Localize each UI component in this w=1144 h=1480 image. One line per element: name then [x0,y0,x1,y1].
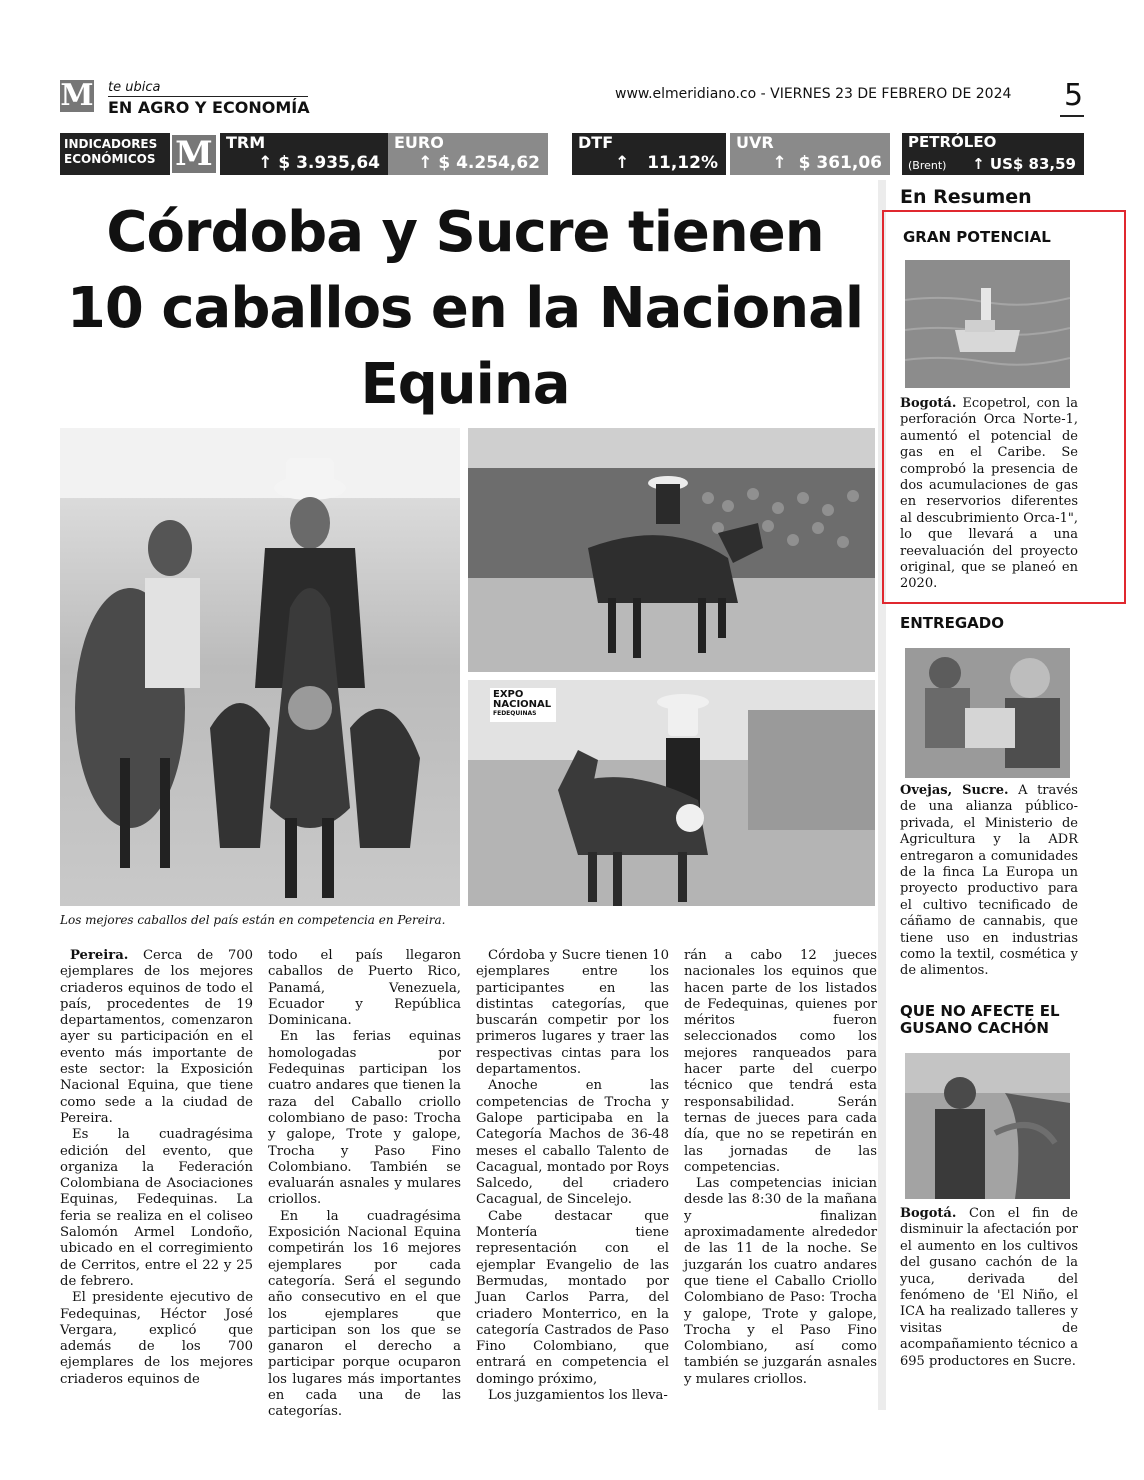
article-column-3 [476,948,669,1404]
indicator-dtf [572,133,726,175]
sidebar-item-heading: GRAN POTENCIAL [903,228,1051,246]
indicator-name: TRM [226,133,266,152]
indicators-label: INDICADORES ECONÓMICOS [60,133,170,175]
sidebar-item-text: Ovejas, Sucre. A través de una alianza público-privada, el Ministerio de Agricultura y la ADR entregaron a comunidades de la finca La Europa un proyecto productivo para el cultivo tecnificado de cáñamo de cannabis, que tiene uso en industrias como la textil, cosmética y de alimentos. [900,783,1078,979]
arrow-up-icon: ↑ [972,155,985,173]
arrow-up-icon: ↑ [258,153,273,173]
indicator-name: DTF [578,133,614,152]
photo-crop-inspection [905,1053,1070,1199]
expo-nacional-logo: EXPO NACIONAL FEDEQUINAS [490,688,556,722]
sidebar-item-heading: QUE NO AFECTE EL GUSANO CACHÓN [900,1002,1060,1037]
indicator-value: ↑ US$ 83,59 [972,155,1076,173]
article-paragraph: Anoche en las competencias de Trocha y Galope participaba en la Categoría Machos de 36-48 meses el caballo Talento de Cacagual, montado por Roys Salcedo, del criadero Cacagual, de Sincelejo. [476,1078,669,1208]
article-paragraph: Cabe destacar que Montería tiene representación con el ejemplar Evangelio de las Bermudas, montado por Juan Carlos Parra, del criadero Monterrico, en la categoría Castrados de Paso Fino Colombiano, que entrará en competencia el domingo próximo, [476,1208,669,1387]
article-paragraph: todo el país llegaron caballos de Puerto Rico, Panamá, Venezuela, Ecuador y República Dominicana. [268,948,461,1029]
indicator-petroleo [902,133,1084,175]
article-paragraph: El presidente ejecutivo de Fedequinas, Héctor José Vergara, explicó que además de los 700 ejemplares de los mejores criaderos equinos de [60,1290,253,1387]
sidebar-item-text: Bogotá. Ecopetrol, con la perforación Orca Norte-1, aumentó el potencial de gas en el Caribe. Se comprobó la presencia de dos acumulaciones de gas en reservorios diferentes al descubrimiento Orca-1", lo que llevará a una reevaluación del proyecto original, que se planeó en 2020. [900,396,1078,592]
sidebar-item-text: Bogotá. Con el fin de disminuir la afectación por el aumento en los cultivos del gusano cachón de la yuca, derivada del fenómeno de 'El Niño, el ICA ha realizado talleres y visitas de acompañamiento técnico a 695 productores en Sucre. [900,1206,1078,1369]
economic-indicators-bar [60,133,1084,175]
indicator-trm [220,133,388,175]
tagline-small: te ubica [108,80,161,95]
arrow-up-icon: ↑ [772,153,787,173]
photo-community-delivery [905,648,1070,778]
photo-rider-arena [468,428,875,672]
photo-riders-main [60,428,460,906]
section-title: EN AGRO Y ECONOMÍA [108,98,310,117]
page-number-rule [1060,115,1084,117]
indicator-uvr [730,133,890,175]
article-column-4 [684,948,877,1388]
page-number: 5 [1064,78,1084,113]
indicator-euro [388,133,548,175]
photo-offshore-rig [905,260,1070,388]
indicator-value: ↑ $ 3.935,64 [258,153,380,173]
article-paragraph: En las ferias equinas homologadas por Fedequinas participan los cuatro andares que tienen la raza del Caballo criollo colombiano de paso: Trocha y galope, Trote y galope, Trocha y Paso Fino Colombiano. También se evaluarán asnales y mulares criollos. [268,1029,461,1208]
sidebar-title: En Resumen [900,186,1032,208]
article-paragraph: Los juzgamientos los lleva- [488,1388,668,1404]
indicators-logo: M [172,135,216,173]
article-paragraph: Es la cuadragésima edición del evento, que organiza la Federación Colombiana de Asociaciones Equinas, Fedequinas. La feria se realiza en el coliseo Salomón Armel Londoño, ubicado en el corregimiento de Cerritos, entre el 22 y 25 de febrero. [60,1127,253,1289]
article-paragraph: Córdoba y Sucre tienen 10 ejemplares entre los participantes en las distintas categorías, que buscarán competir por los primeros lugares y traer las respectivas cintas para los departamentos. [476,948,669,1078]
photo-caption: Los mejores caballos del país están en competencia en Pereira. [60,913,446,927]
arrow-up-icon: ↑ [418,153,433,173]
indicator-name: PETRÓLEO [908,133,997,151]
article-column-2 [268,948,461,1421]
headline: Córdoba y Sucre tienen 10 caballos en la Nacional Equina [66,200,864,417]
arrow-up-icon: ↑ [615,153,630,173]
indicator-value: ↑ 11,12% [615,153,718,173]
indicator-value: ↑ $ 4.254,62 [418,153,540,173]
newspaper-logo: M [60,78,94,113]
photo-rider-expo [468,680,875,906]
article-column-1 [60,948,253,1388]
article-paragraph: rán a cabo 12 jueces nacionales los equinos que hacen parte de los listados de Fedequinas, quienes por méritos fueron seleccionados como los mejores ranqueados para hacer parte del cuerpo técnico que tendrá esta responsabilidad. Serán ternas de jueces para cada día, que no se repetirán en las jornadas de las competencias. [684,948,877,1175]
sidebar-item-heading: ENTREGADO [900,614,1004,632]
date-line: www.elmeridiano.co - VIERNES 23 DE FEBRERO DE 2024 [615,86,1012,102]
indicator-name: UVR [736,133,774,152]
indicator-sub: (Brent) [908,159,947,172]
article-paragraph: Las competencias inician desde las 8:30 de la mañana y finalizan aproximadamente alrededor de las 11 de la noche. Se juzgarán los cuatro andares que tiene el Caballo Criollo Colombiano de Paso: Trocha y galope, Trote y galope, Trocha y el Paso Fino Colombiano, así como también se juzgarán asnales y mulares criollos. [684,1176,877,1387]
header-divider [108,96,308,97]
article-paragraph: En la cuadragésima Exposición Nacional Equina competirán los 16 mejores ejemplares por cada categoría. Será el segundo año consecutivo en el que los ejemplares que participan son los que se ganaron el derecho a participar porque ocuparon los lugares más importantes en cada una de las categorías. [268,1208,461,1420]
indicator-name: EURO [394,133,444,152]
article-paragraph: Pereira. Cerca de 700 ejemplares de los mejores criaderos equinos de todo el país, procedentes de 19 departamentos, comenzaron ayer su participación en el evento más importante de este sector: la Exposición Nacional Equina, que tiene como sede a la ciudad de Pereira. [60,948,253,1126]
indicator-value: ↑ $ 361,06 [772,153,882,173]
